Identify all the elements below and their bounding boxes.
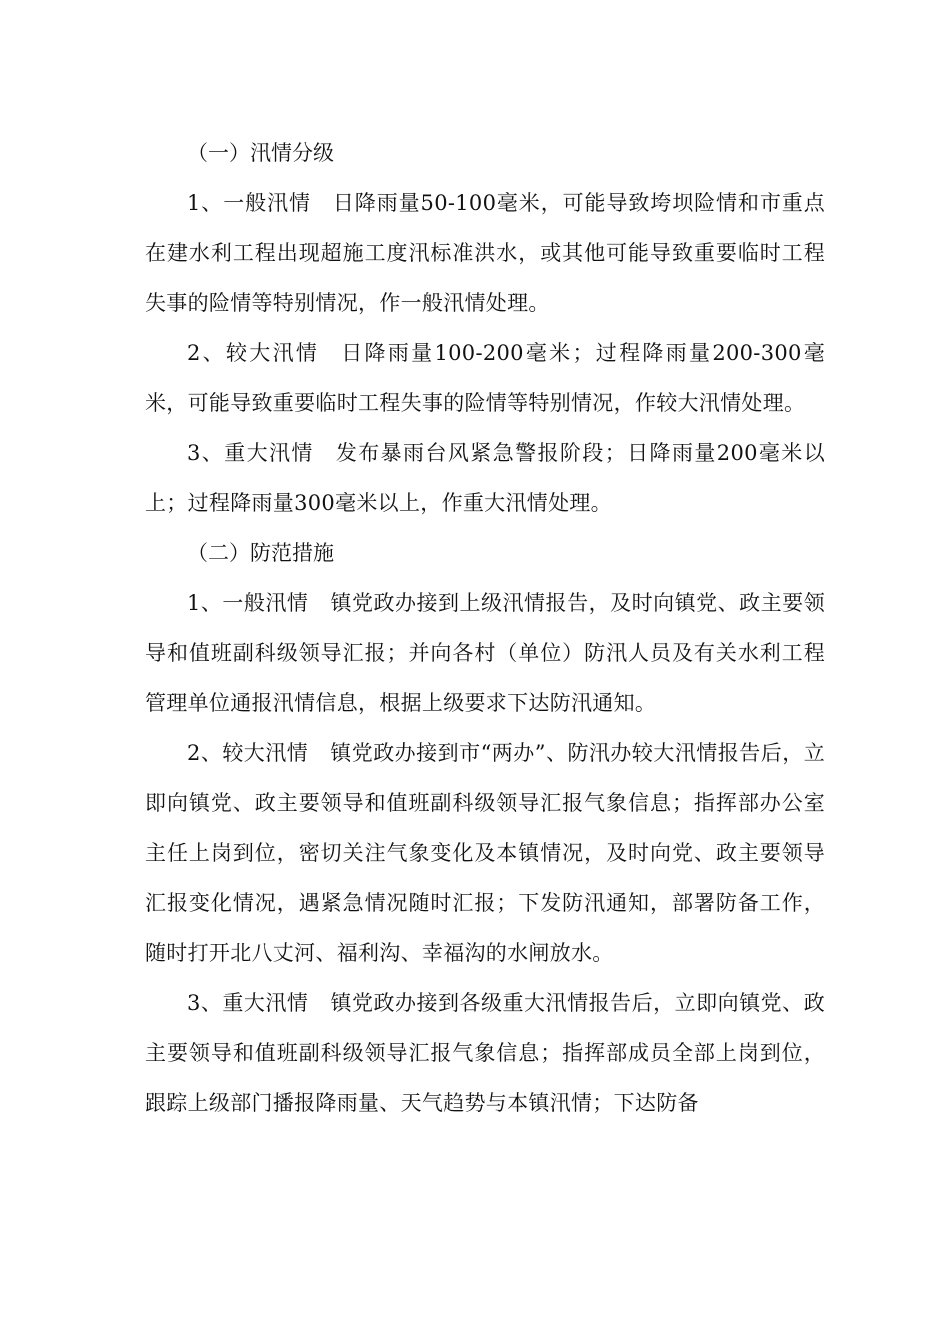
item-text: 日降雨量50-100毫米，可能导致垮坝险情和市重点在建水利工程出现超施工度汛标准洪水，或其他可能导致重要临时工程失事的险情等特别情况，作一般汛情处理。 — [145, 191, 825, 315]
item-text: 镇党政办接到上级汛情报告，及时向镇党、政主要领导和值班副科级领导汇报；并向各村（单位）防汛人员及有关水利工程管理单位通报汛情信息，根据上级要求下达防汛通知。 — [145, 591, 825, 715]
paragraph-general-flood-grade — [145, 178, 825, 328]
paragraph-major-flood-measures — [145, 728, 825, 978]
item-text: 镇党政办接到各级重大汛情报告后，立即向镇党、政主要领导和值班副科级领导汇报气象信息；指挥部成员全部上岗到位，跟踪上级部门播报降雨量、天气趋势与本镇汛情；下达防备 — [145, 991, 825, 1115]
paragraph-general-flood-measures — [145, 578, 825, 728]
paragraph-serious-flood-measures — [145, 978, 825, 1128]
item-label: 3、重大汛情 — [187, 991, 309, 1015]
item-label: 3、重大汛情 — [187, 441, 314, 465]
item-text: 发布暴雨台风紧急警报阶段；日降雨量200毫米以上；过程降雨量300毫米以上，作重大汛情处理。 — [145, 441, 825, 515]
paragraph-major-flood-grade — [145, 328, 825, 428]
item-label: 1、一般汛情 — [187, 191, 311, 215]
section-heading-prevention-measures: （二）防范措施 — [187, 541, 334, 565]
paragraph-serious-flood-grade — [145, 428, 825, 528]
item-text: 镇党政办接到市“两办”、防汛办较大汛情报告后，立即向镇党、政主要领导和值班副科级领导汇报气象信息；指挥部办公室主任上岗到位，密切关注气象变化及本镇情况，及时向党、政主要领导汇报变化情况，遇紧急情况随时汇报；下发防汛通知，部署防备工作，随时打开北八丈河、福利沟、幸福沟的水闸放水。 — [145, 741, 825, 965]
section-heading-flood-grading: （一）汛情分级 — [187, 141, 334, 165]
item-label: 2、较大汛情 — [187, 341, 320, 365]
item-label: 1、一般汛情 — [187, 591, 309, 615]
item-text: 日降雨量100-200毫米；过程降雨量200-300毫米，可能导致重要临时工程失事的险情等特别情况，作较大汛情处理。 — [145, 341, 825, 415]
item-label: 2、较大汛情 — [187, 741, 309, 765]
document-page — [145, 128, 825, 1128]
